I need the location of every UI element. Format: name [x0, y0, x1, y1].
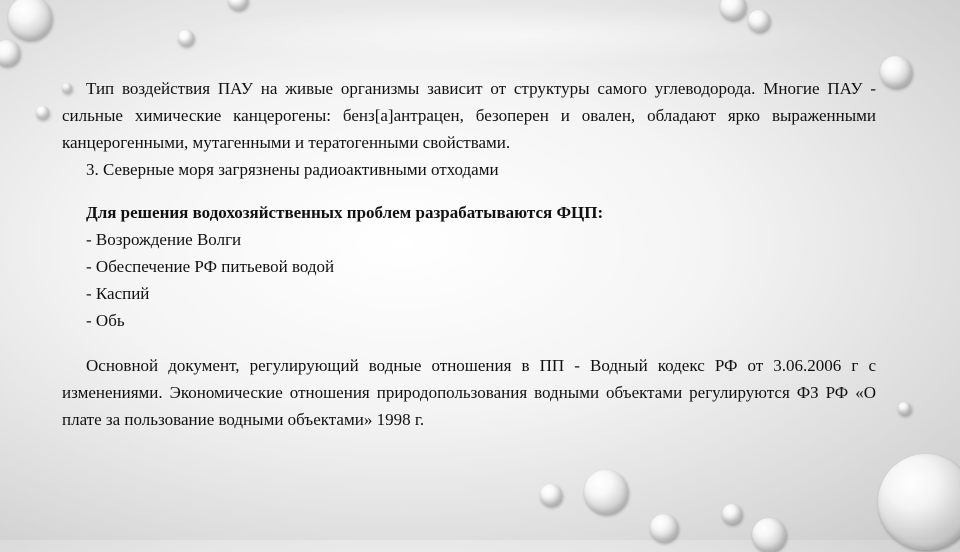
slide-content [62, 75, 876, 433]
water-drop [650, 514, 678, 542]
program-item: - Возрождение Волги [86, 230, 242, 249]
water-drop [540, 484, 562, 506]
title-glow [180, 6, 840, 64]
law-paragraph: Основной документ, регулирующий водные отношения в ПП - Водный кодекс РФ от 3.06.2006 г с изменениями. Экономические отношения природопользования водными объектами регулируются ФЗ РФ «О плате за пользование водными объектами» 1998 г. [62, 356, 876, 429]
water-drop [0, 40, 20, 66]
program-item: - Каспий [86, 284, 150, 303]
water-drop [584, 470, 628, 514]
program-item: - Обь [86, 311, 125, 330]
program-item: - Обеспечение РФ питьевой водой [86, 257, 335, 276]
water-drop [878, 454, 960, 550]
water-drop [722, 504, 742, 524]
programs-heading: Для решения водохозяйственных проблем разрабатываются ФЦП: [86, 203, 604, 222]
water-drop [36, 106, 49, 119]
pah-paragraph: Тип воздействия ПАУ на живые организмы зависит от структуры самого углеводорода. Многие ПАУ - сильные химические канцерогены: бенз[а]антрацен, безоперен и овален, обладают ярко выраженными канцерогенными, мутагенными и тератогенными свойствами. [62, 79, 876, 152]
programs-list [62, 226, 876, 334]
water-drop [880, 56, 912, 88]
water-drop [898, 402, 911, 415]
point-3: 3. Северные моря загрязнены радиоактивными отходами [86, 160, 499, 179]
water-drop [752, 518, 786, 552]
water-drop [8, 0, 52, 40]
